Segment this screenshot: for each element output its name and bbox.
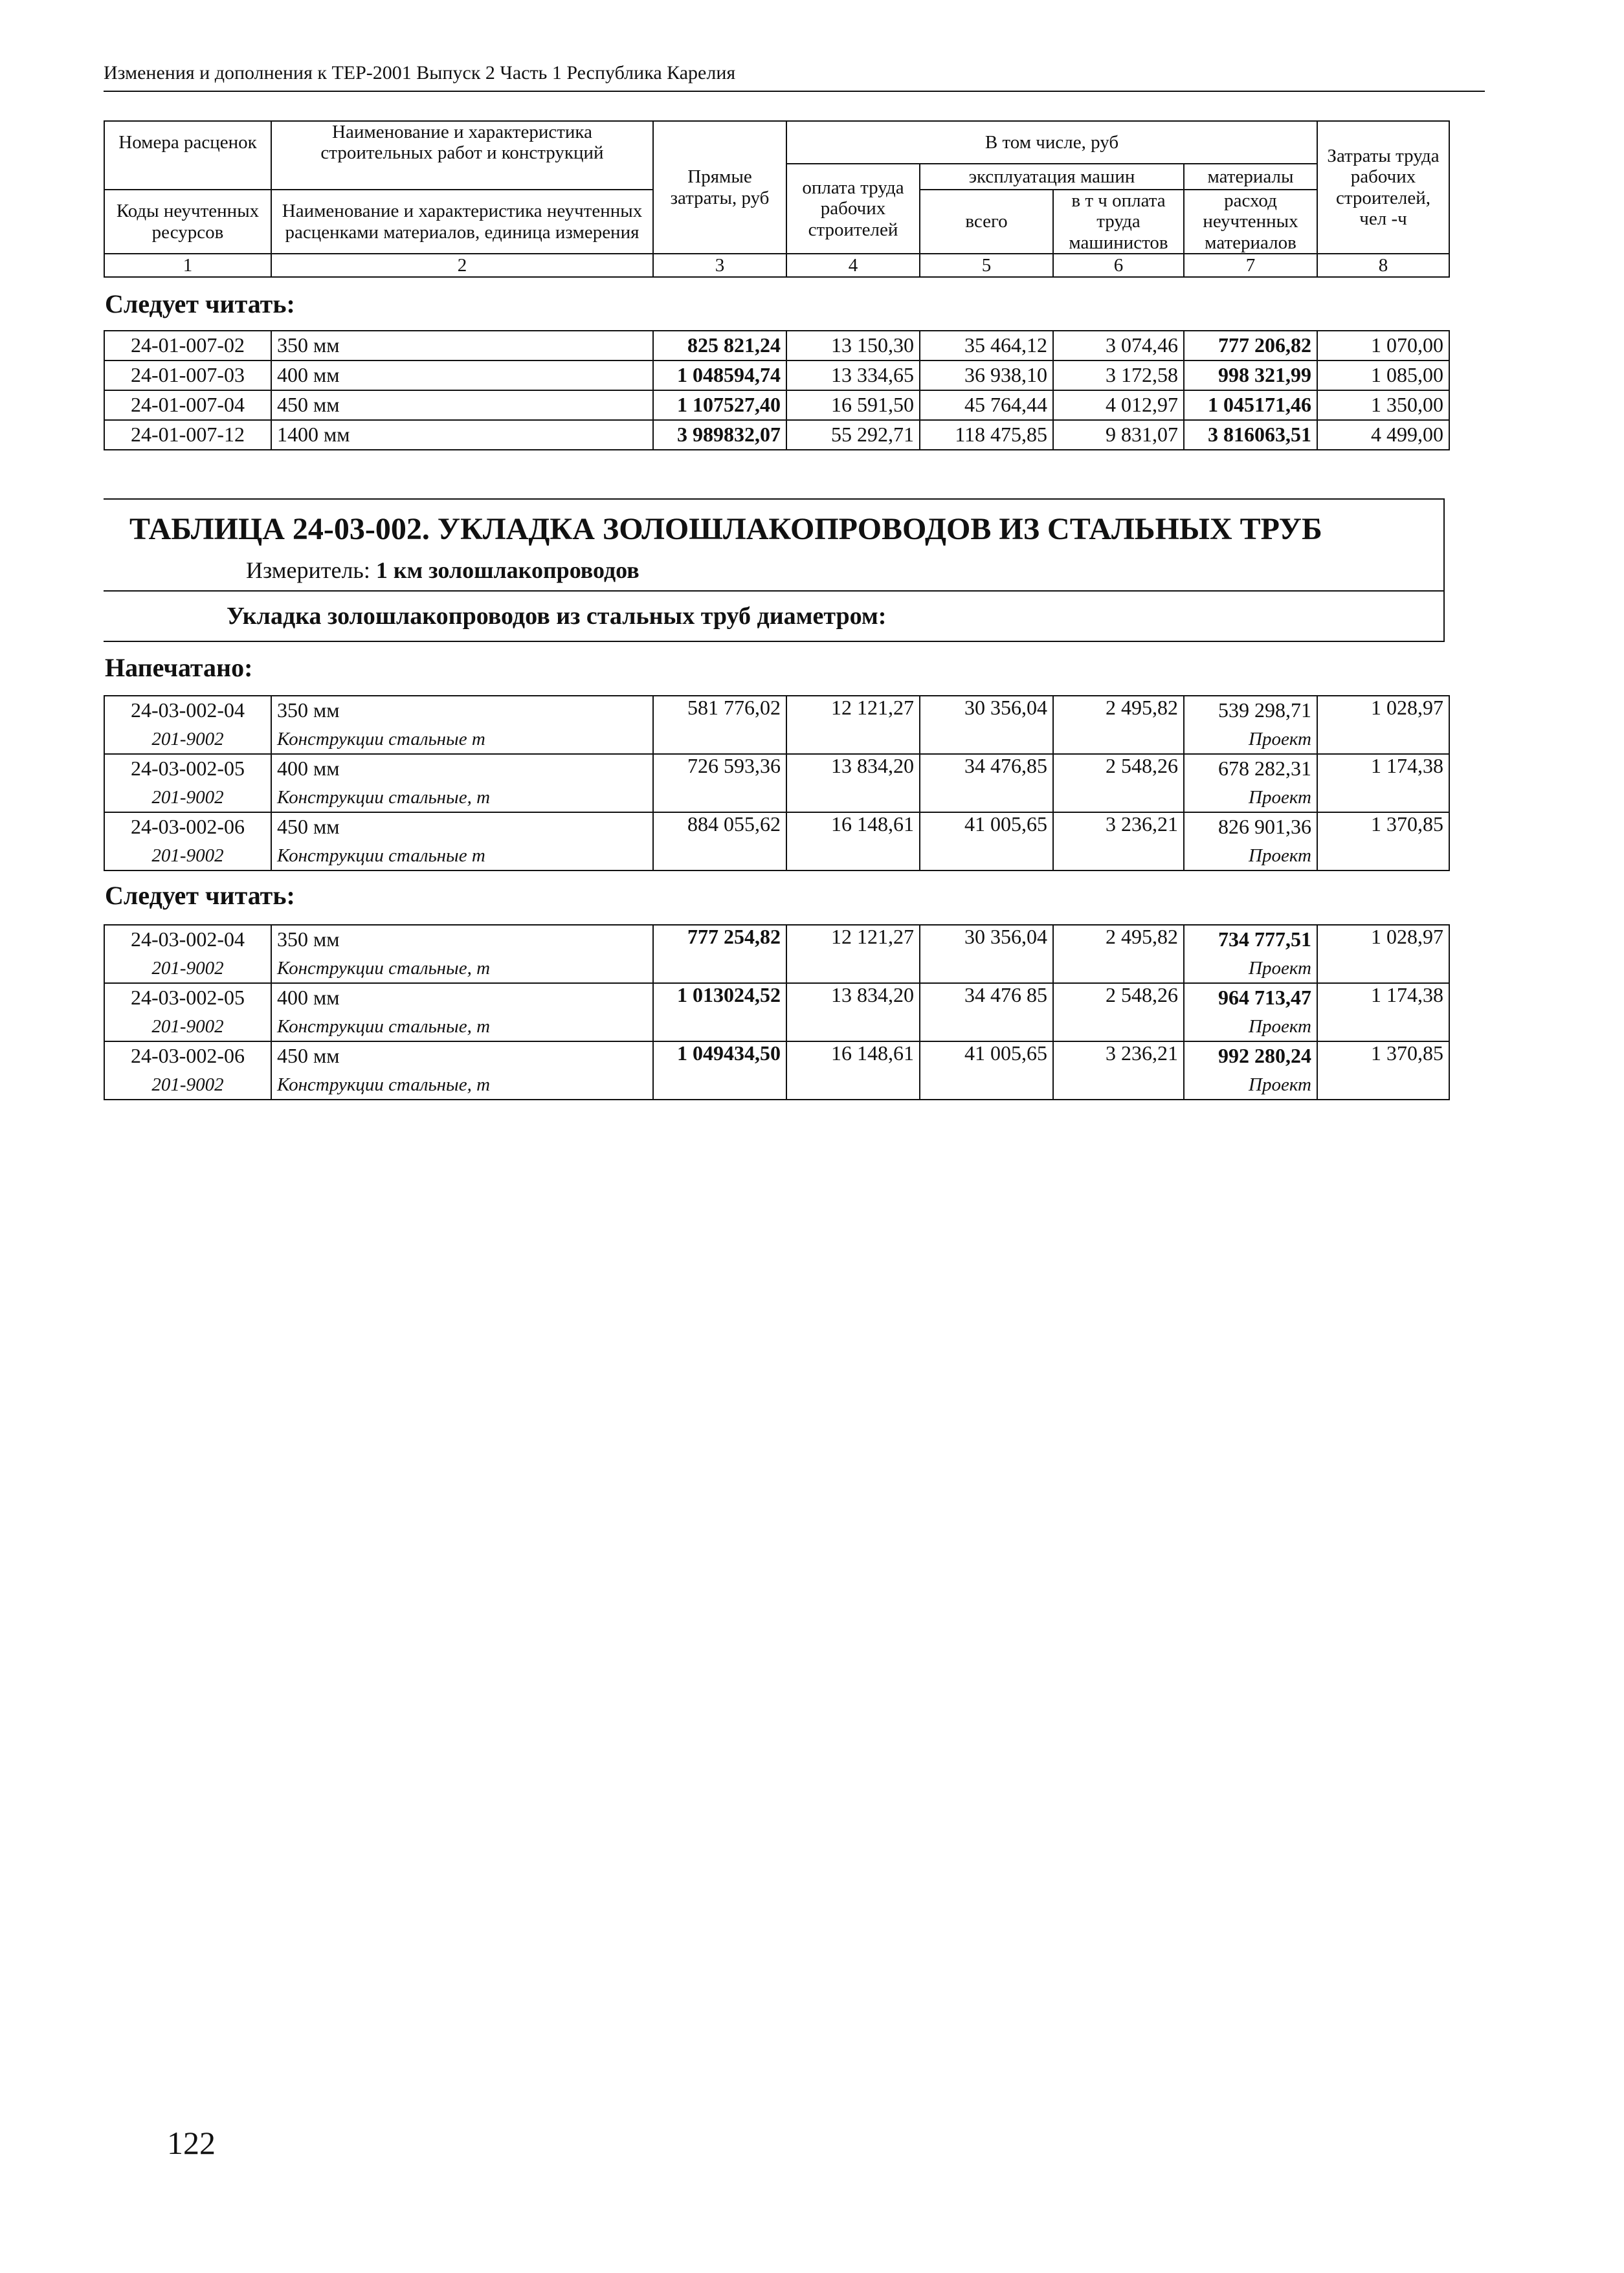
- header-machines-total: всего: [920, 190, 1053, 254]
- work-name: 400 мм: [271, 360, 653, 390]
- table-row: [104, 360, 1449, 390]
- header-unaccounted-materials: расход неучтенных материалов: [1184, 190, 1317, 254]
- resource-consumption: Проект: [1184, 841, 1317, 870]
- section-label: Следует читать:: [105, 289, 295, 318]
- rate-code: 24-03-002-04: [104, 696, 271, 725]
- page-number: 122: [167, 2125, 216, 2161]
- header-number: 2: [271, 254, 653, 277]
- running-head: Изменения и дополнения к ТЕР-2001 Выпуск 2 Часть 1 Республика Карелия: [104, 62, 736, 83]
- machines-total: 36 938,10: [920, 360, 1053, 390]
- header-materials: материалы: [1184, 164, 1317, 190]
- work-name: 350 мм: [271, 331, 653, 360]
- rate-code: 24-01-007-04: [104, 390, 271, 420]
- labor-hours: 1 028,97: [1317, 696, 1449, 754]
- worker-wages: 12 121,27: [786, 925, 920, 983]
- column-header-table: [104, 120, 1450, 278]
- table-row: [104, 696, 1449, 725]
- header-col1-top: Номера расценок: [104, 121, 271, 164]
- operator-wages: 2 495,82: [1053, 925, 1184, 983]
- operator-wages: 2 548,26: [1053, 983, 1184, 1041]
- rate-code: 24-03-002-05: [104, 754, 271, 783]
- labor-hours: 1 174,38: [1317, 983, 1449, 1041]
- header-col2-top: Наименование и характеристика строительных работ и конструкций: [271, 121, 653, 164]
- resource-name: Конструкции стальные, т: [271, 783, 653, 812]
- table-row: [104, 812, 1449, 841]
- worker-wages: 55 292,71: [786, 420, 920, 450]
- materials: 1 045171,46: [1184, 390, 1317, 420]
- work-name: 1400 мм: [271, 420, 653, 450]
- labor-hours: 1 174,38: [1317, 754, 1449, 812]
- work-name: 450 мм: [271, 1041, 653, 1070]
- materials: 539 298,71: [1184, 696, 1317, 725]
- measurement-label: Измеритель:: [246, 557, 376, 583]
- materials: 826 901,36: [1184, 812, 1317, 841]
- materials: 734 777,51: [1184, 925, 1317, 954]
- section3-table: [104, 924, 1450, 1100]
- materials: 998 321,99: [1184, 360, 1317, 390]
- machines-total: 41 005,65: [920, 812, 1053, 870]
- table-row: [104, 420, 1449, 450]
- machines-total: 34 476,85: [920, 754, 1053, 812]
- worker-wages: 16 148,61: [786, 812, 920, 870]
- resource-consumption: Проект: [1184, 1012, 1317, 1041]
- resource-code: 201-9002: [104, 841, 271, 870]
- resource-name: Конструкции стальные, т: [271, 1070, 653, 1100]
- table-row: [104, 1041, 1449, 1070]
- materials: 3 816063,51: [1184, 420, 1317, 450]
- rate-code: 24-01-007-03: [104, 360, 271, 390]
- operator-wages: 9 831,07: [1053, 420, 1184, 450]
- table-title: ТАБЛИЦА 24-03-002. УКЛАДКА ЗОЛОШЛАКОПРОВОДОВ ИЗ СТАЛЬНЫХ ТРУБ: [129, 512, 1322, 546]
- machines-total: 118 475,85: [920, 420, 1053, 450]
- resource-code: 201-9002: [104, 1012, 271, 1041]
- work-name: 450 мм: [271, 390, 653, 420]
- resource-name: Конструкции стальные т: [271, 725, 653, 754]
- machines-total: 35 464,12: [920, 331, 1053, 360]
- header-number: 8: [1317, 254, 1449, 277]
- direct-costs: 1 049434,50: [653, 1041, 786, 1100]
- machines-total: 30 356,04: [920, 696, 1053, 754]
- title-bottom-rule: [104, 641, 1443, 642]
- table-row: [104, 331, 1449, 360]
- direct-costs: 3 989832,07: [653, 420, 786, 450]
- operator-wages: 2 548,26: [1053, 754, 1184, 812]
- header-including-group: В том числе, руб: [786, 121, 1317, 164]
- direct-costs: 1 048594,74: [653, 360, 786, 390]
- title-divider: [104, 590, 1443, 592]
- labor-hours: 1 070,00: [1317, 331, 1449, 360]
- materials: 992 280,24: [1184, 1041, 1317, 1070]
- table-row: [104, 983, 1449, 1012]
- header-labor-costs: Затраты труда рабочих строителей, чел -ч: [1317, 121, 1449, 254]
- materials: 777 206,82: [1184, 331, 1317, 360]
- rate-code: 24-03-002-05: [104, 983, 271, 1012]
- machines-total: 34 476 85: [920, 983, 1053, 1041]
- work-name: 400 мм: [271, 754, 653, 783]
- header-direct-costs: Прямые затраты, руб: [653, 121, 786, 254]
- labor-hours: 4 499,00: [1317, 420, 1449, 450]
- header-machines: эксплуатация машин: [920, 164, 1184, 190]
- work-name: 400 мм: [271, 983, 653, 1012]
- header-number: 3: [653, 254, 786, 277]
- labor-hours: 1 028,97: [1317, 925, 1449, 983]
- header-rule: [104, 91, 1485, 92]
- machines-total: 30 356,04: [920, 925, 1053, 983]
- resource-name: Конструкции стальные, т: [271, 1012, 653, 1041]
- resource-code: 201-9002: [104, 725, 271, 754]
- rate-code: 24-01-007-12: [104, 420, 271, 450]
- work-name: 450 мм: [271, 812, 653, 841]
- direct-costs: 726 593,36: [653, 754, 786, 812]
- labor-hours: 1 085,00: [1317, 360, 1449, 390]
- worker-wages: 13 150,30: [786, 331, 920, 360]
- header-number: 7: [1184, 254, 1317, 277]
- resource-consumption: Проект: [1184, 1070, 1317, 1100]
- machines-total: 41 005,65: [920, 1041, 1053, 1100]
- rate-code: 24-03-002-04: [104, 925, 271, 954]
- resource-name: Конструкции стальные, т: [271, 954, 653, 983]
- machines-total: 45 764,44: [920, 390, 1053, 420]
- resource-name: Конструкции стальные т: [271, 841, 653, 870]
- header-number: 5: [920, 254, 1053, 277]
- resource-code: 201-9002: [104, 783, 271, 812]
- table-title-block: [104, 498, 1445, 642]
- worker-wages: 13 334,65: [786, 360, 920, 390]
- header-col1-bottom: Коды неучтенных ресурсов: [104, 190, 271, 254]
- resource-consumption: Проект: [1184, 783, 1317, 812]
- worker-wages: 16 591,50: [786, 390, 920, 420]
- work-name: 350 мм: [271, 925, 653, 954]
- section1-table: [104, 330, 1450, 450]
- section-label: Следует читать:: [105, 881, 295, 910]
- operator-wages: 3 236,21: [1053, 812, 1184, 870]
- section2-table: [104, 695, 1450, 871]
- resource-code: 201-9002: [104, 1070, 271, 1100]
- operator-wages: 3 074,46: [1053, 331, 1184, 360]
- operator-wages: 4 012,97: [1053, 390, 1184, 420]
- header-number: 6: [1053, 254, 1184, 277]
- direct-costs: 825 821,24: [653, 331, 786, 360]
- labor-hours: 1 370,85: [1317, 1041, 1449, 1100]
- table-subtitle: Укладка золошлакопроводов из стальных труб диаметром:: [227, 603, 887, 630]
- worker-wages: 13 834,20: [786, 754, 920, 812]
- work-name: 350 мм: [271, 696, 653, 725]
- resource-consumption: Проект: [1184, 954, 1317, 983]
- worker-wages: 16 148,61: [786, 1041, 920, 1100]
- table-row: [104, 754, 1449, 783]
- table-row: [104, 925, 1449, 954]
- labor-hours: 1 370,85: [1317, 812, 1449, 870]
- labor-hours: 1 350,00: [1317, 390, 1449, 420]
- direct-costs: 1 107527,40: [653, 390, 786, 420]
- materials: 678 282,31: [1184, 754, 1317, 783]
- materials: 964 713,47: [1184, 983, 1317, 1012]
- header-number: 1: [104, 254, 271, 277]
- operator-wages: 3 172,58: [1053, 360, 1184, 390]
- header-number: 4: [786, 254, 920, 277]
- operator-wages: 3 236,21: [1053, 1041, 1184, 1100]
- table-row: [104, 390, 1449, 420]
- direct-costs: 777 254,82: [653, 925, 786, 983]
- header-col2-bottom: Наименование и характеристика неучтенных расценками материалов, единица измерения: [271, 190, 653, 254]
- direct-costs: 581 776,02: [653, 696, 786, 754]
- rate-code: 24-03-002-06: [104, 812, 271, 841]
- resource-consumption: Проект: [1184, 725, 1317, 754]
- direct-costs: 884 055,62: [653, 812, 786, 870]
- section-label: Напечатано:: [105, 653, 253, 682]
- worker-wages: 12 121,27: [786, 696, 920, 754]
- header-operator-wages: в т ч оплата труда машинистов: [1053, 190, 1184, 254]
- measurement-unit: [246, 557, 640, 584]
- rate-code: 24-03-002-06: [104, 1041, 271, 1070]
- header-worker-wages: оплата труда рабочих строителей: [786, 164, 920, 254]
- operator-wages: 2 495,82: [1053, 696, 1184, 754]
- worker-wages: 13 834,20: [786, 983, 920, 1041]
- direct-costs: 1 013024,52: [653, 983, 786, 1041]
- measurement-value: 1 км золошлакопроводов: [375, 557, 640, 583]
- rate-code: 24-01-007-02: [104, 331, 271, 360]
- resource-code: 201-9002: [104, 954, 271, 983]
